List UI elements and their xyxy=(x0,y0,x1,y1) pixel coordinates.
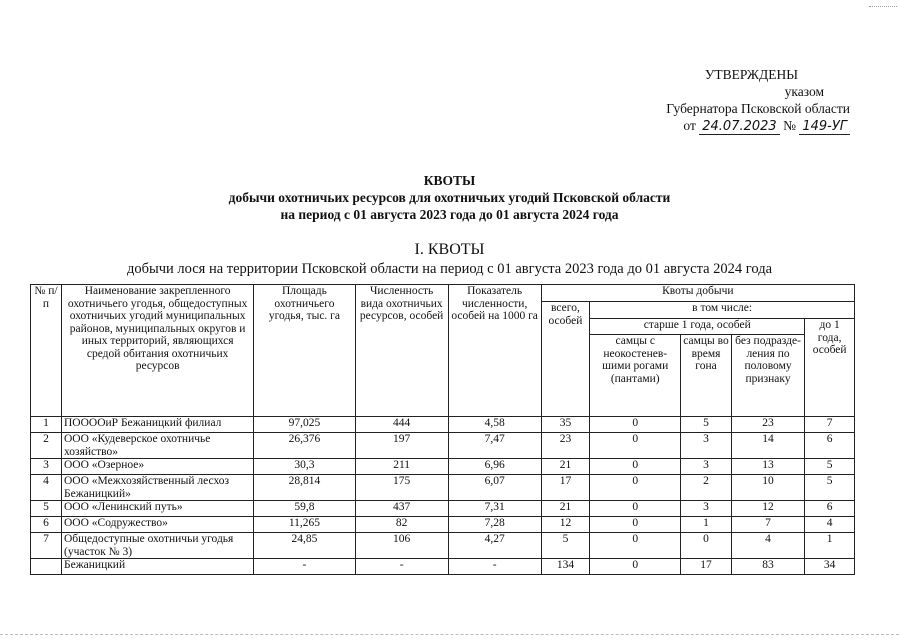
header-name: Наименование закрепленного охотничьего угодья, общедоступных охотничьих угодий муниципальных районов, муниципальных округов и иных территорий, являющихся средой обитания охотничьих ресурсов xyxy=(62,285,254,417)
cell-area: 59,8 xyxy=(254,501,355,517)
cell-under-1: 1 xyxy=(805,533,855,559)
title-main: КВОТЫ xyxy=(423,173,476,188)
cell-num: 6 xyxy=(31,517,62,533)
cell-under-1: 6 xyxy=(805,501,855,517)
cell-under-1: 5 xyxy=(805,475,855,501)
cell-area: - xyxy=(254,559,355,575)
header-older: старше 1 года, особей xyxy=(590,319,805,335)
quota-table xyxy=(30,284,855,575)
cell-area: 28,814 xyxy=(254,475,355,501)
cell-total: 35 xyxy=(541,417,590,433)
scan-corner-mark xyxy=(869,6,897,7)
table-row xyxy=(31,433,855,459)
cell-num: 4 xyxy=(31,475,62,501)
cell-name: ООО «Кудеверское охотничье хозяйство» xyxy=(62,433,254,459)
header-including: в том числе: xyxy=(590,302,855,319)
cell-no-sex: 12 xyxy=(731,501,804,517)
cell-males-antlers: 0 xyxy=(590,459,681,475)
cell-males-rut: 3 xyxy=(681,459,732,475)
cell-density: 7,31 xyxy=(448,501,541,517)
header-under-1: до 1 года, особей xyxy=(805,319,855,417)
summary-row xyxy=(31,559,855,575)
cell-name: Общедоступные охотничьи угодья (участок № 3) xyxy=(62,533,254,559)
cell-no-sex: 4 xyxy=(731,533,804,559)
header-area: Площадь охотничьего угодья, тыс. га xyxy=(254,285,355,417)
header-population: Численность вида охотничьих ресурсов, особей xyxy=(355,285,448,417)
cell-population: - xyxy=(355,559,448,575)
cell-district-name: Бежаницкий xyxy=(62,559,254,575)
handwritten-number: 149-УГ xyxy=(799,119,850,135)
cell-population: 437 xyxy=(355,501,448,517)
section-subheading: добычи лося на территории Псковской области на период с 01 августа 2023 года до 01 августа 2024 года xyxy=(126,261,773,277)
header-males-rut: самцы во время гона xyxy=(681,335,732,417)
approval-line-1: УТВЕРЖДЕНЫ xyxy=(704,67,798,82)
cell-area: 24,85 xyxy=(254,533,355,559)
cell-population: 175 xyxy=(355,475,448,501)
header-males-antlers: самцы с неокостенев-шими рогами (пантами) xyxy=(590,335,681,417)
cell-density: 7,47 xyxy=(448,433,541,459)
cell-males-rut: 0 xyxy=(681,533,732,559)
table-row xyxy=(31,533,855,559)
table-row xyxy=(31,501,855,517)
cell-males-rut: 3 xyxy=(681,433,732,459)
cell-name: ООО «Ленинский путь» xyxy=(62,501,254,517)
cell-density: 7,28 xyxy=(448,517,541,533)
approval-line-2: указом xyxy=(784,84,824,99)
handwritten-date: 24.07.2023 xyxy=(699,119,779,135)
cell-no-sex: 10 xyxy=(731,475,804,501)
cell-population: 197 xyxy=(355,433,448,459)
cell-num: 7 xyxy=(31,533,62,559)
cell-total: 12 xyxy=(541,517,590,533)
cell-males-antlers: 0 xyxy=(590,433,681,459)
cell-males-rut: 1 xyxy=(681,517,732,533)
document-title xyxy=(0,172,899,223)
cell-area: 97,025 xyxy=(254,417,355,433)
cell-males-rut: 5 xyxy=(681,417,732,433)
cell-total: 17 xyxy=(541,475,590,501)
cell-name: ООО «Межхозяйственный лесхоз Бежаницкий» xyxy=(62,475,254,501)
cell-males-antlers: 0 xyxy=(590,501,681,517)
cell-males-antlers: 0 xyxy=(590,533,681,559)
cell-population: 82 xyxy=(355,517,448,533)
cell-density: - xyxy=(448,559,541,575)
header-density: Показатель численности, особей на 1000 га xyxy=(448,285,541,417)
approval-block xyxy=(600,66,850,135)
cell-num: 2 xyxy=(31,433,62,459)
cell-population: 211 xyxy=(355,459,448,475)
cell-density: 6,07 xyxy=(448,475,541,501)
cell-males-antlers: 0 xyxy=(590,517,681,533)
date-prefix: от xyxy=(683,118,696,133)
header-total: всего, особей xyxy=(541,302,590,417)
cell-total: 23 xyxy=(541,433,590,459)
cell-males-antlers: 0 xyxy=(590,559,681,575)
cell-under-1: 6 xyxy=(805,433,855,459)
cell-no-sex: 13 xyxy=(731,459,804,475)
cell-num xyxy=(31,559,62,575)
cell-num: 1 xyxy=(31,417,62,433)
cell-no-sex: 23 xyxy=(731,417,804,433)
cell-males-antlers: 0 xyxy=(590,475,681,501)
cell-area: 11,265 xyxy=(254,517,355,533)
cell-density: 6,96 xyxy=(448,459,541,475)
cell-males-antlers: 0 xyxy=(590,417,681,433)
cell-under-1: 7 xyxy=(805,417,855,433)
cell-no-sex: 83 xyxy=(731,559,804,575)
cell-density: 4,58 xyxy=(448,417,541,433)
cell-num: 5 xyxy=(31,501,62,517)
table-row xyxy=(31,417,855,433)
approval-line-3: Губернатора Псковской области xyxy=(666,101,850,116)
cell-under-1: 34 xyxy=(805,559,855,575)
approval-date-line xyxy=(600,117,850,135)
table-row xyxy=(31,459,855,475)
cell-males-rut: 2 xyxy=(681,475,732,501)
cell-males-rut: 17 xyxy=(681,559,732,575)
title-line-3: на период с 01 августа 2023 года до 01 августа 2024 года xyxy=(280,207,619,222)
table-row xyxy=(31,517,855,533)
header-quota: Квоты добычи xyxy=(541,285,854,302)
cell-under-1: 4 xyxy=(805,517,855,533)
cell-area: 26,376 xyxy=(254,433,355,459)
cell-males-rut: 3 xyxy=(681,501,732,517)
scan-edge-line xyxy=(0,634,899,636)
cell-area: 30,3 xyxy=(254,459,355,475)
cell-total: 134 xyxy=(541,559,590,575)
cell-total: 21 xyxy=(541,459,590,475)
cell-name: ООО «Содружество» xyxy=(62,517,254,533)
cell-density: 4,27 xyxy=(448,533,541,559)
cell-under-1: 5 xyxy=(805,459,855,475)
cell-total: 5 xyxy=(541,533,590,559)
table-row xyxy=(31,475,855,501)
header-num: № п/п xyxy=(31,285,62,417)
cell-num: 3 xyxy=(31,459,62,475)
cell-population: 106 xyxy=(355,533,448,559)
cell-no-sex: 14 xyxy=(731,433,804,459)
number-prefix: № xyxy=(783,118,796,133)
cell-name: ООО «Озерное» xyxy=(62,459,254,475)
section-heading: I. КВОТЫ xyxy=(414,241,485,258)
cell-total: 21 xyxy=(541,501,590,517)
cell-name: ПООООиР Бежаницкий филиал xyxy=(62,417,254,433)
cell-population: 444 xyxy=(355,417,448,433)
header-no-sex: без подразде-ления по половому признаку xyxy=(731,335,804,417)
title-line-2: добычи охотничьих ресурсов для охотничьих угодий Псковской области xyxy=(228,190,671,205)
cell-no-sex: 7 xyxy=(731,517,804,533)
